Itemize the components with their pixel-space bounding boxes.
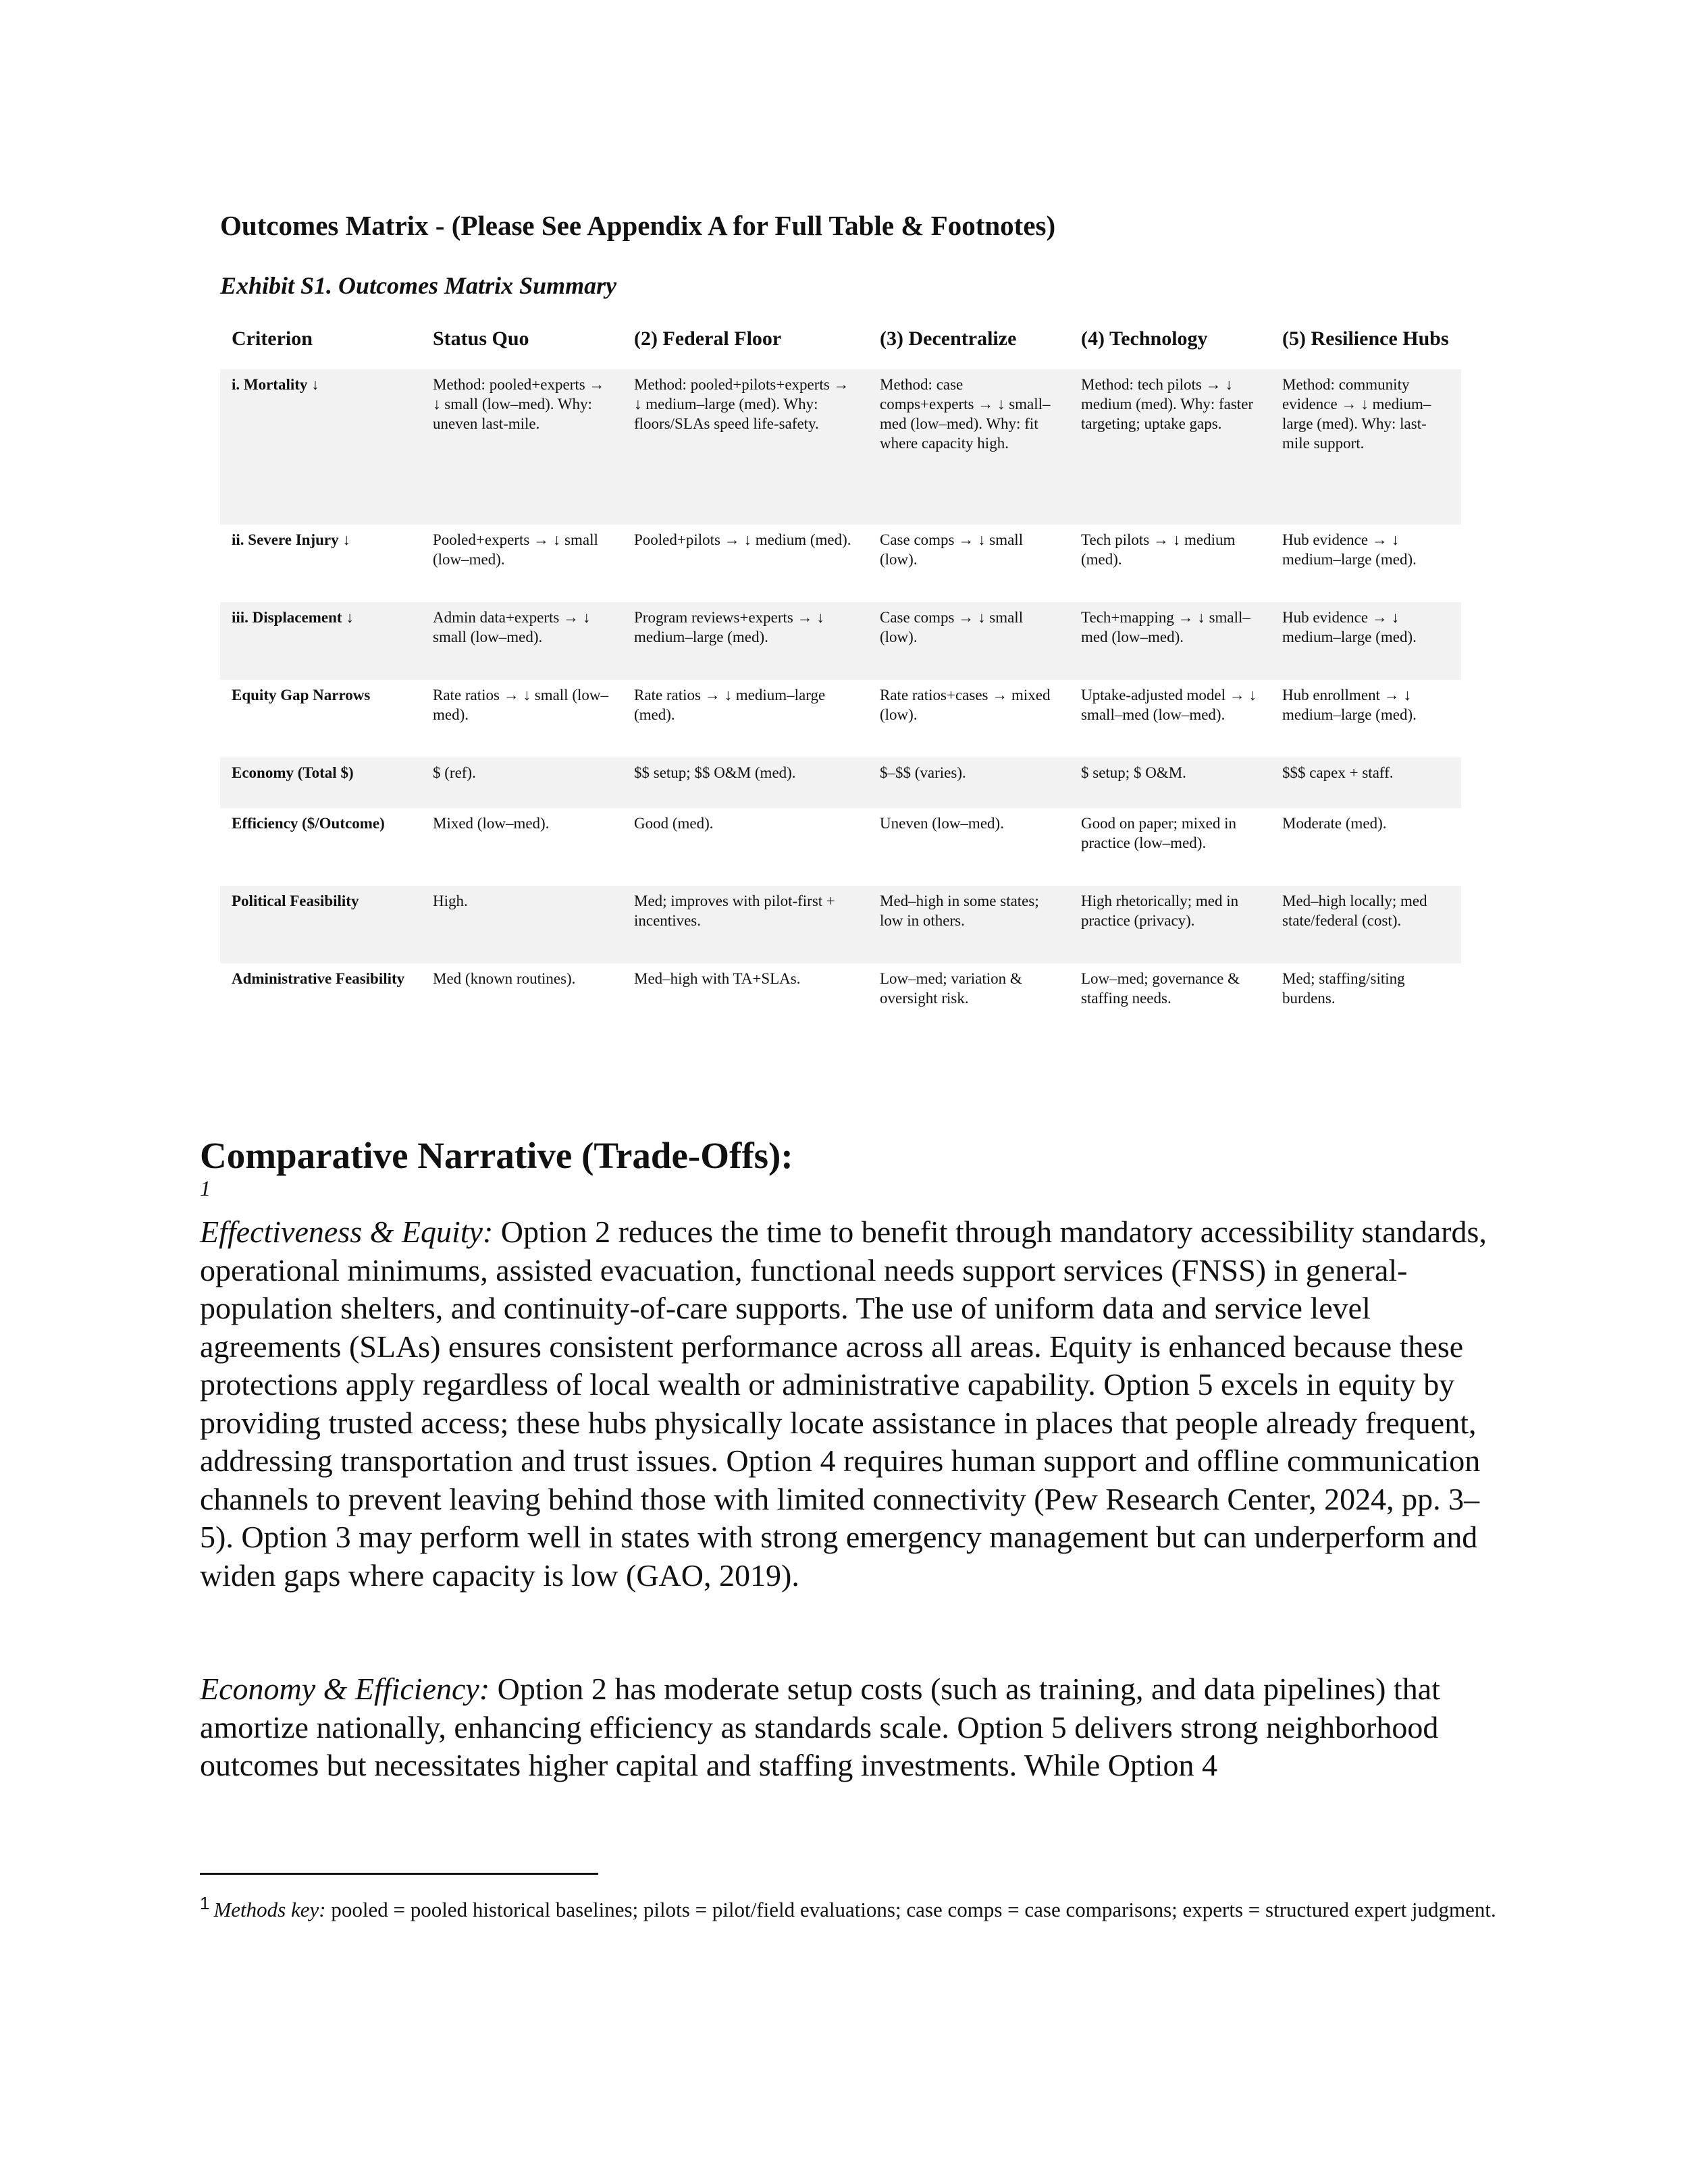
column-header: Criterion bbox=[232, 327, 313, 350]
footnote-number: 1 bbox=[200, 1892, 210, 1913]
criterion-cell: Economy (Total $) bbox=[220, 757, 421, 808]
footnote-text: pooled = pooled historical baselines; pilots = pilot/field evaluations; case comps = case comparisons; experts = structured expert judgment. bbox=[325, 1898, 1496, 1921]
column-header: (4) Technology bbox=[1081, 327, 1208, 350]
table-cell: Med; improves with pilot-first + incentives. bbox=[623, 886, 868, 963]
table-row bbox=[220, 886, 1461, 963]
matrix-title: Outcomes Matrix - (Please See Appendix A for Full Table & Footnotes) bbox=[220, 210, 1056, 241]
criterion-cell: Equity Gap Narrows bbox=[232, 687, 371, 703]
table-cell: Case comps → ↓ small (low). bbox=[868, 602, 1070, 680]
column-header: (5) Resilience Hubs bbox=[1282, 327, 1449, 350]
footnote-lead: Methods key: bbox=[213, 1898, 326, 1921]
table-cell: $ (ref). bbox=[421, 757, 623, 808]
table-cell: Hub evidence → ↓ medium–large (med). bbox=[1282, 531, 1417, 568]
exhibit-title: Exhibit S1. Outcomes Matrix Summary bbox=[220, 272, 617, 299]
table-cell: $–$$ (varies). bbox=[868, 757, 1070, 808]
footnote bbox=[200, 1892, 1506, 1924]
table-cell: $ setup; $ O&M. bbox=[1070, 757, 1271, 808]
table-cell: High. bbox=[421, 886, 623, 963]
table-cell: Med; staffing/siting burdens. bbox=[1282, 970, 1405, 1007]
table-row bbox=[220, 808, 1461, 886]
table-cell: Low–med; governance & staffing needs. bbox=[1081, 970, 1240, 1007]
table-cell: Method: case comps+experts → ↓ small–med (low–med). Why: fit where capacity high. bbox=[868, 369, 1070, 525]
column-header: Status Quo bbox=[433, 327, 529, 350]
economy-paragraph bbox=[200, 1670, 1506, 1785]
table-cell: Med–high with TA+SLAs. bbox=[634, 970, 801, 987]
table-cell: Method: community evidence → ↓ medium–large (med). Why: last-mile support. bbox=[1271, 369, 1461, 525]
table-header-row bbox=[220, 321, 1461, 360]
table-cell: Rate ratios → ↓ small (low–med). bbox=[433, 687, 608, 723]
criterion-cell: Efficiency ($/Outcome) bbox=[232, 815, 385, 832]
footnote-divider bbox=[200, 1873, 598, 1875]
effectiveness-paragraph bbox=[200, 1213, 1506, 1595]
table-cell: High rhetorically; med in practice (privacy). bbox=[1070, 886, 1271, 963]
table-row bbox=[220, 963, 1461, 1021]
table-cell: Rate ratios → ↓ medium–large (med). bbox=[634, 687, 826, 723]
table-cell: Hub enrollment → ↓ medium–large (med). bbox=[1282, 687, 1417, 723]
paragraph-lead: Effectiveness & Equity: bbox=[200, 1215, 494, 1249]
table-cell: Med–high in some states; low in others. bbox=[868, 886, 1070, 963]
table-row bbox=[220, 525, 1461, 602]
table-row bbox=[220, 602, 1461, 680]
table-cell: Uneven (low–med). bbox=[880, 815, 1004, 832]
narrative-heading: Comparative Narrative (Trade-Offs): bbox=[200, 1135, 793, 1176]
table-cell: Tech pilots → ↓ medium (med). bbox=[1081, 531, 1236, 568]
table-cell: Tech+mapping → ↓ small–med (low–med). bbox=[1070, 602, 1271, 680]
table-cell: Med–high locally; med state/federal (cost). bbox=[1271, 886, 1461, 963]
table-cell: Good (med). bbox=[634, 815, 714, 832]
table-cell: Program reviews+experts → ↓ medium–large (med). bbox=[623, 602, 868, 680]
table-cell: Pooled+experts → ↓ small (low–med). bbox=[433, 531, 598, 568]
criterion-cell: Administrative Feasibility bbox=[232, 970, 405, 987]
criterion-cell: ii. Severe Injury ↓ bbox=[232, 531, 350, 548]
table-row bbox=[220, 369, 1461, 525]
table-cell: Rate ratios+cases → mixed (low). bbox=[880, 687, 1051, 723]
criterion-cell: iii. Displacement ↓ bbox=[220, 602, 421, 680]
paragraph-lead: Economy & Efficiency: bbox=[200, 1672, 490, 1706]
table-cell: Case comps → ↓ small (low). bbox=[880, 531, 1024, 568]
criterion-cell: i. Mortality ↓ bbox=[220, 369, 421, 525]
paragraph-text: Option 2 reduces the time to benefit through mandatory accessibility standards, operational minimums, assisted evacuation, functional needs support services (FNSS) in general-population shelters, and continuity-of-care supports. The use of uniform data and service level agreements (SLAs) ensures consistent performance across all areas. Equity is enhanced because these protections apply regardless of local wealth or administrative capability. Option 5 excels in equity by providing trusted access; these hubs physically locate assistance in places that people already frequent, addressing transportation and trust issues. Option 4 requires human support and offline communication channels to prevent leaving behind those with limited connectivity (Pew Research Center, 2024, pp. 3–5). Option 3 may perform well in states with strong emergency management but can underperform and widen gaps where capacity is low (GAO, 2019). bbox=[200, 1215, 1487, 1593]
table-cell: Low–med; variation & oversight risk. bbox=[880, 970, 1022, 1007]
table-cell: Hub evidence → ↓ medium–large (med). bbox=[1271, 602, 1461, 680]
table-cell: Mixed (low–med). bbox=[433, 815, 550, 832]
criterion-cell: Political Feasibility bbox=[220, 886, 421, 963]
table-cell: Med (known routines). bbox=[433, 970, 576, 987]
paragraph-text: Option 2 has moderate setup costs (such as training, and data pipelines) that amortize nationally, enhancing efficiency as standards scale. Option 5 delivers strong neighborhood outcomes but necessitates higher capital and staffing investments. While Option 4 bbox=[200, 1672, 1440, 1782]
column-header: (2) Federal Floor bbox=[634, 327, 782, 350]
table-cell: Method: pooled+experts → ↓ small (low–med). Why: uneven last-mile. bbox=[421, 369, 623, 525]
table-cell: Uptake-adjusted model → ↓ small–med (low–med). bbox=[1081, 687, 1257, 723]
table-cell: $$$ capex + staff. bbox=[1271, 757, 1461, 808]
table-cell: Moderate (med). bbox=[1282, 815, 1387, 832]
table-cell: Method: pooled+pilots+experts → ↓ medium–large (med). Why: floors/SLAs speed life-safety. bbox=[623, 369, 868, 525]
table-cell: Method: tech pilots → ↓ medium (med). Why: faster targeting; uptake gaps. bbox=[1070, 369, 1271, 525]
table-row bbox=[220, 757, 1461, 808]
table-cell: Good on paper; mixed in practice (low–med). bbox=[1081, 815, 1236, 851]
table-cell: Pooled+pilots → ↓ medium (med). bbox=[634, 531, 851, 548]
outcomes-matrix-table bbox=[220, 321, 1461, 1021]
table-cell: Admin data+experts → ↓ small (low–med). bbox=[421, 602, 623, 680]
column-header: (3) Decentralize bbox=[880, 327, 1017, 350]
table-row bbox=[220, 680, 1461, 757]
footnote-marker: 1 bbox=[200, 1176, 211, 1200]
table-cell: $$ setup; $$ O&M (med). bbox=[623, 757, 868, 808]
